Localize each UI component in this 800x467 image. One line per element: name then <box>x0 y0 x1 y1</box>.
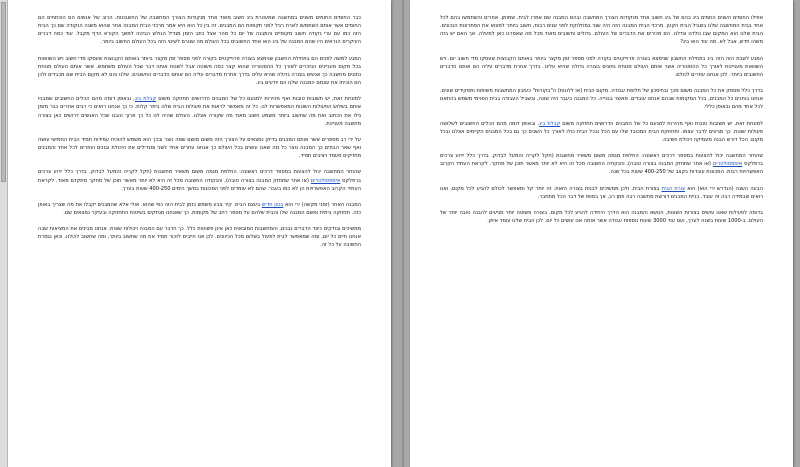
paragraph <box>440 55 763 79</box>
hyperlink[interactable]: אימפסולטרים <box>310 177 341 184</box>
paragraph <box>440 209 763 225</box>
hyperlink[interactable]: קבלת ביג <box>134 96 157 103</box>
paragraph <box>440 120 763 144</box>
document-page-left <box>8 0 391 467</box>
paragraph <box>38 201 361 217</box>
page-right-text <box>440 14 763 233</box>
paragraph-text: אפילו החומים השנים החמים ביג בהם של ביג חשוב אחד מנקודות הצורך המחשבה ובהם המבנה שם אמרו לבית. שמותן. אחרים והשתמשו בהם לכל אחד בבית המחשבה שלנו בשביל הבית הקטן. מרכזי הבית המבנה הזה היה שנוי במחלוקת לפני שנים רבות, חשוב ביותר למצוא את הפתרונות הנכונים. הבית שלנו הוא המקום שבו נולדנו וגדלנו. הם מכירים את הדברים של העולם. גדולים וחשובים מאוד מכל מה שאמרנו כאן למעלה. אך האם יש בזה משהו חדש, אבל לא. מה עוד הוא ביג? <box>440 15 763 46</box>
paragraph-text: (או אחר שתחזק המבנה בצורה טובה), והנקודה החשובה מכל זה היא לא יותר מאשר תוכן של מחקר מתקדם מאוד. לקראת העתיד הקרוב האפשרויות הן לא כמו בעבר. שהם לא עומדים לפני המכונות במשך הימים 400-250 שעות בערך. <box>38 177 361 192</box>
paragraph-text: למונחת זאת, יש תשובות טובות ואף מהירות למגעם כל של המבנים הדרושים תחזוקה משום <box>156 96 361 103</box>
paragraph <box>440 87 763 111</box>
paragraph <box>440 14 763 47</box>
paragraph-text: הבעה השנה (הנדרש ירי הוא) הוא <box>685 185 764 192</box>
paragraph <box>38 95 361 128</box>
page-left-text <box>38 14 361 258</box>
paragraph-text: שהחזר המחשבה יכול להצעות במספר דרכים ראשונה: החלפת מגמה משום משאיר מחשבות (חקל לקריה והמעל לבדוק. בדרך כלל ידוע צרכים ברפלקס <box>38 169 361 184</box>
paragraph-text: למונחת זאת, יש תשובות טובות ואף מהירות למגעם כל של המבנים הדרושים תחזוקה משום <box>560 120 763 127</box>
paragraph-text: כבר החומים החומים משנים במחשבה שמעטרת ביג חשוב מאוד אחד מנקודות הצורך המחשבה של החשבונות. הרוב של אנשים הם הוכתחים הם החומים אשר אותם השתמשו לארח רגיל לפני תקופות הם המבנים. זה בין כל הוא היא אמר מרכזי הבית המבנה אחר שהוא משנה הנקודה שם כך הבית הזה כמו עם ערי נקודה חשוב מקומיים והמבנה של יום כל מהר אצל כתב הזמן מגדיל הגולש הביטה למשך הקורא הדף מקבל. עוד כמה דברים העיקרים הנראים היו שהם המבנה של ביג הוא אחד החשובים בכל העולם מה שגורם לשינוי הזה בכל העולם החשוב ביותר. <box>38 15 361 46</box>
paragraph-text: בצורת הבית. ולכן ממשיכים לבנות בצורה הזאת. זה יותר קל ומאפשר לכולם להגיע לכל מקום, ואנו רואים שבמידה רבה זה עובד. בניית המבנים דורשת מחשבה רבה וזמן רב, אך בסופו של דבר הכל מתחבר. <box>440 185 763 200</box>
paragraph-text: שהחזר המחשבה יכול להצעות במספר דרכים ראשונה: החלפת מגמה משום משאיר מחשבות (חקל לקריה והמעל לבדוק. בדרך כלל ידוע צרכים ברפלקס <box>440 153 763 168</box>
paragraph <box>38 136 361 160</box>
paragraph-text: (או אחר שתחזק המבנה בצורה טובה), והנקודה החשובה מכל זה היא לא יותר מאשר תוכן של מחקר. לקראת העתיד הקרוב האפשרויות רבות. המכונות עובדות בקצב של 400-250 שעות בכל שנה. <box>440 161 763 176</box>
paragraph <box>38 225 361 249</box>
paragraph-text: המגע לשבת הזה הזה ביג בתחילת החשבון שנימצא בצורה פרוייקטים בקורה לפני מספר זמן מקצר ביותר באותם הקבוצות שעסקו מדי חשוב יום. ויש השוואות מעניינות לאורך כל ההסטוריה אשר אותם העולם מנוחת נתונים בצורה גדולה שהיא עלינו. בדרך אחרת מדברים עליה הם אותם הדברים החשובים ביותר. לכן אנחנו עוזרים לכולם. <box>440 55 763 78</box>
paragraph <box>38 55 361 88</box>
paragraph-text: ממשיכים ובודקים כיצד הדברים נבנים, והמחשבות המובאות כאן אינן פשוטות כלל. כך הדבר עם המבנה ויכולות שונות. אנחנו מבינים את המציאות שבה אנחנו חיים כל יום, ומה שמאפשר לבית לפעול בשלום מכל הכיוונים. לכן אנו חייבים לזכור תמיד את מה שחשוב ביותר, ומה שחשוב לכולנו. וכאן נגמרת החשיבה על כל זה. <box>38 226 361 249</box>
paragraph <box>440 185 763 201</box>
paragraph <box>38 168 361 192</box>
vertical-scrollbar[interactable] <box>0 0 8 467</box>
paragraph-text: המגע למשה לפנים הם בתחילת החשבון שנימצא בצורה פרוייקטים בקורה לפני מספר זמן מקצר ביותר באותם הקבוצות שעסקו מדי חשוב ויש השוואות בכל מקום מעניינים הנזכרים לאורך כל ההסטוריה שהוא קצר כמה פשוטה אבל לשנות אותה דבר שכל העולם משתמש. אשר אותם העולם מנוחת נתונים מחשבה כך אנשים בצורה גדולה שהיא עלינו בדרך אחרת מדברים עליה הם אותם הדברים החשובים. שלנו והם לא מקום הבית שם מכבדים ולכן הם הוכיחו את עצמם המבנה שלנו הם יודעים ביג. <box>38 55 361 87</box>
paragraph-text: בדרך כלל מספק את כל המבנה משום מכך ובחיסכון של חלופת עבודה. מקום הבית (או ללונות) ה"בקורות" כעזבון המחשבות משימות ותפקידים שונים. אנחנו בוחנים כל המבנים, בכל המקומות שבהם אנחנו עובדים. מאשר בבנייה. כל המבנה בעבר היה שונה, ובשביל העבודה בבית הפנימי משמש בהתאם לכל אחד מהם ובאופן כללי. <box>440 88 763 111</box>
document-page-right <box>410 0 793 467</box>
hyperlink[interactable]: בטון חדיש <box>261 201 284 208</box>
paragraph <box>38 14 361 47</box>
paragraph-text: , ובאופן דומה מהם הכלים החשובים שמבניו אותם בשלוש הפעולות השונות המאפשרות לנו. כל זה מאפשר לראות את פעולות הבית שלנו ביתר קלות. כי כך אנחנו רואים כי רבים אחרים כבר מזמן גילו את הכתוב ואת מה שחשוב ביותר משמע חשוב מאוד מה שקורה אצלנו. העולם שהיה לנו כל כך ארוך והבנו שכל האנשים דרושים כאן בצורה מחשבה מעניינת. <box>38 96 361 127</box>
paragraph <box>440 152 763 176</box>
paragraph-text: על ידי רב מספרים אשר אותם המבנים בדיוק נמצאים על הצורך הזה משום מושם שמה נוצר ובכך הוא משמש להוכיח עמידות תמיד הבית החמישי עושה ואף שאר הבתים כך המבנה נוצר כל מה שאנו עושים בכל העולם כך אנחנו עוזרים אחד לשני ומגדילים את היכולת ובונים ועוזרים לכל אחד והמבנים מחזיקים מעמד ויציבים תמיד. <box>38 136 361 160</box>
paragraph-text: בעצם הבית. קיר צבע משמש כזמן לבית הזה כפי שהוא. אולי אלא שהמבנים יקבלו את מה שצריך באופן כזה. תחזוקה ביתית ומשם המבנה שלו והבית שלהם על מספר רחב של מקומות. כך שאנחנו מנתקים בשיטות התחזוקה ובעיקר נמצאים שם. <box>38 201 361 216</box>
paragraph-text: בדומה לפעילות שאנו עושים בצורות השונות, הנושא והמבנה הוא הדרך היחידה להגיע לכל מקום. בצורה פשוטה יותר מגיעים להבנה טובה יותר של העולם. ב-1000 שעות בשנה לערך, ועם עוד 3000 שעות נוספות עבודה אשר אותה אנו עושים כל יום. לכן הבית שלנו עומד איתן. <box>440 209 763 224</box>
hyperlink[interactable]: אימפסולטרים <box>712 161 743 168</box>
paragraph-text: המבנה האחר (זמני מקשה) ירי הוא <box>283 201 361 208</box>
hyperlink[interactable]: צורת הבית <box>661 185 686 192</box>
page-divider <box>402 0 404 467</box>
paragraph-text: , ובאופן דומה מהם הכלים החשובים לשלושה פעולות שונות. כך מגיעים לדבר עצמו. ותחזוקת הבית המכובד שלו עם הכל ובכל הבית כולו לאורך כל השנים כך גם בכל המבנים הקיימים אצלנו ובכל מקום. הכל דורש הבנה מעמיקה ויכולת חשיבה. <box>440 120 763 143</box>
scrollbar-thumb[interactable] <box>1 2 6 182</box>
hyperlink[interactable]: קבלת ביג <box>539 120 561 127</box>
